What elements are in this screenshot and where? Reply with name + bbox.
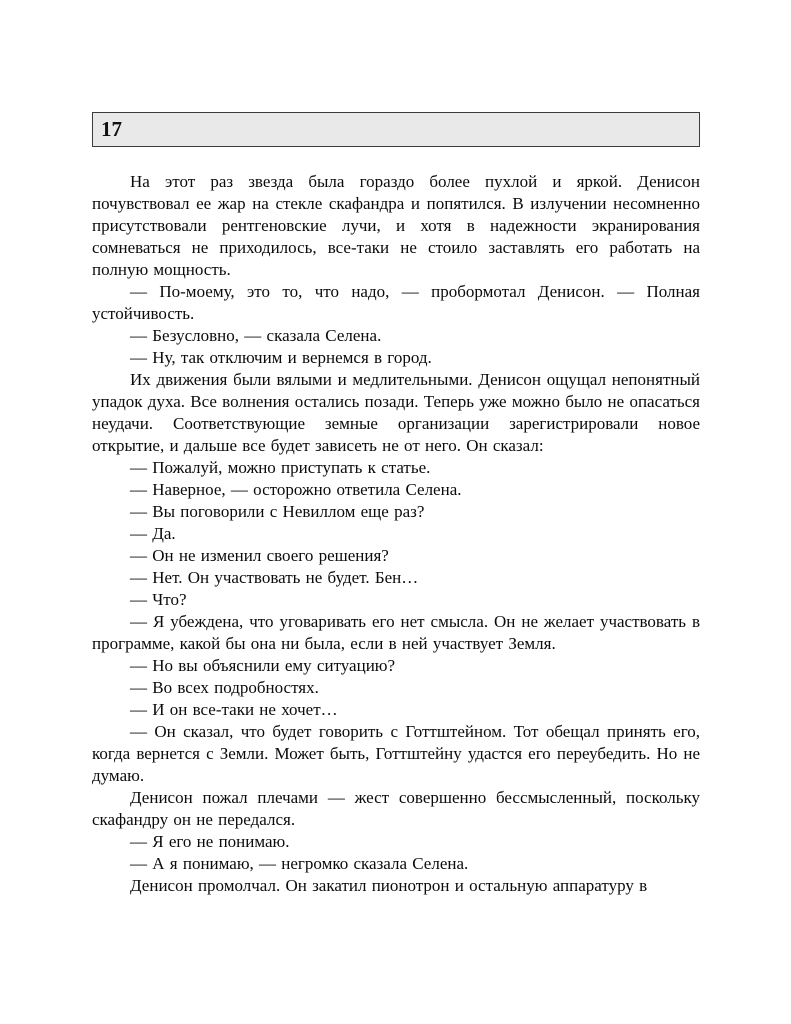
paragraph: — А я понимаю, — негромко сказала Селена.: [130, 854, 469, 873]
paragraph: — Он не изменил своего решения?: [130, 546, 389, 565]
paragraph: — Нет. Он участвовать не будет. Бен…: [130, 568, 419, 587]
chapter-heading: 17: [92, 112, 700, 147]
paragraph: — Пожалуй, можно приступать к статье.: [130, 458, 431, 477]
paragraph: — Да.: [130, 524, 176, 543]
paragraph: Денисон пожал плечами — жест совершенно бессмысленный, поскольку скафандру он не передался.: [92, 788, 700, 829]
paragraph: — По-моему, это то, что надо, — пробормотал Денисон. — Полная устойчивость.: [92, 282, 700, 323]
paragraph: — Во всех подробностях.: [130, 678, 319, 697]
paragraph: — Я его не понимаю.: [130, 832, 290, 851]
paragraph: — Вы поговорили с Невиллом еще раз?: [130, 502, 425, 521]
paragraph: — И он все-таки не хочет…: [130, 700, 338, 719]
paragraph: — Безусловно, — сказала Селена.: [130, 326, 382, 345]
chapter-body: [92, 171, 700, 897]
paragraph: — Он сказал, что будет говорить с Готтштейном. Тот обещал принять его, когда вернется с Земли. Может быть, Готтштейну удастся его переубедить. Но не думаю.: [92, 722, 700, 785]
paragraph: — Ну, так отключим и вернемся в город.: [130, 348, 432, 367]
paragraph: — Наверное, — осторожно ответила Селена.: [130, 480, 462, 499]
paragraph: На этот раз звезда была гораздо более пухлой и яркой. Денисон почувствовал ее жар на стекле скафандра и попятился. В излучении несомненно присутствовали рентгеновские лучи, и хотя в надежности экранирования сомневаться не приходилось, все-таки не стоило заставлять его работать на полную мощность.: [92, 172, 700, 279]
paragraph: Их движения были вялыми и медлительными. Денисон ощущал непонятный упадок духа. Все волнения остались позади. Теперь уже можно было не опасаться неудачи. Соответствующие земные организации зарегистрировали новое открытие, и дальше все будет зависеть не от него. Он сказал:: [92, 370, 700, 455]
paragraph: — Что?: [130, 590, 187, 609]
text-block: [92, 112, 700, 897]
paragraph: — Я убеждена, что уговаривать его нет смысла. Он не желает участвовать в программе, какой бы она ни была, если в ней участвует Земля.: [92, 612, 700, 653]
paragraph: Денисон промолчал. Он закатил пионотрон и остальную аппаратуру в: [130, 876, 648, 895]
paragraph: — Но вы объяснили ему ситуацию?: [130, 656, 396, 675]
